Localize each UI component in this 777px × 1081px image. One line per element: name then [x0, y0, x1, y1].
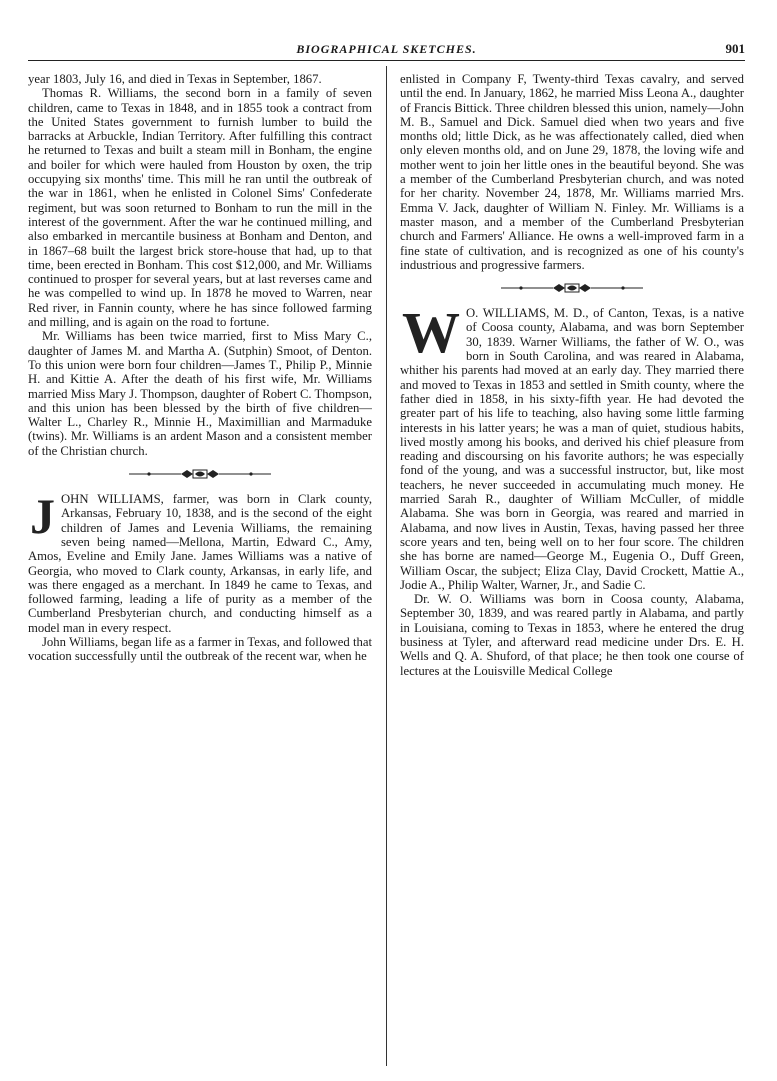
paragraph: enlisted in Company F, Twenty-third Texas cavalry, and served until the end. In January, 1862, he married Miss Leona A., daughter of Francis Bittick. Three children blessed this union, namely—John M. B., Samuel and Dick. Samuel died when two years and five months old; little Dick, as he was affectionately called, died when only eleven months old, and on June 29, 1878, the loving wife and mother went to join her little ones in the beautiful beyond. She was a member of the Cumberland Presbyterian church, and was noted for her charity. November 24, 1878, Mr. Williams married Mrs. Emma V. Jack, daughter of William N. Finley. Mr. Williams is a master mason, and a member of the Cumberland Presbyterian church and Farmers' Alliance. He owns a well-improved farm in a fine state of cultivation, and is recognized as one of his county's industrious and progressive farmers.	[400, 72, 744, 272]
paragraph: Dr. W. O. Williams was born in Coosa county, Alabama, September 30, 1839, and was reared partly in Alabama, and partly in Louisiana, coming to Texas in 1853, where he entered the drug business at Tyler, and afterward read medicine under Drs. E. H. Wells and Q. A. Shuford, of that place; he then took one course of lectures at the Louisville Medical College	[400, 592, 744, 678]
ornament-icon	[497, 282, 647, 294]
running-head	[28, 40, 745, 61]
paragraph: OHN WILLIAMS, farmer, was born in Clark county, Arkansas, February 10, 1838, and is the second of the eight children of James and Levenia Williams, the remaining seven being named—Mellona, Martin, Edward C., Amy, Amos, Eveline and Emily Jane. James Williams was a native of Georgia, who moved to Clark county, Arkansas, in early life, and was there engaged as a merchant. In 1849 he came to Texas, and followed farming, leading a life of purity as a member of the Cumberland Presbyterian church, and conducting himself as a model man in every respect.	[28, 492, 372, 635]
drop-cap: J	[30, 488, 55, 545]
column-rule	[386, 66, 387, 1066]
left-column	[28, 72, 372, 1062]
entry-john-williams	[28, 488, 372, 664]
running-title: BIOGRAPHICAL SKETCHES.	[296, 42, 477, 56]
right-column	[400, 72, 744, 1062]
ornament-divider	[28, 468, 372, 480]
ornament-divider	[400, 282, 744, 294]
ornament-icon	[125, 468, 275, 480]
page-number: 901	[725, 41, 745, 56]
paragraph: year 1803, July 16, and died in Texas in September, 1867.	[28, 72, 322, 86]
paragraph: John Williams, began life as a farmer in Texas, and followed that vocation successfully until the outbreak of the recent war, when he	[28, 634, 372, 664]
paragraph: O. WILLIAMS, M. D., of Canton, Texas, is a native of Coosa county, Alabama, and was born September 30, 1839. Warner Williams, the father of W. O., was born in South Carolina, and was reared in Alabama, whither his parents had moved at an early day. They married there and moved to Texas in 1853 and settled in Smith county, where the father died in 1858, in his sixty-fifth year. He had devoted the greater part of his life to teaching, also having some little farming interests in his latter years; he was a man of quiet, studious habits, lived mostly among his books, and derived his chief pleasure from reading and discoursing on his favorite authors; he was especially fond of the young, and was a successful instructor, but, like most teachers, he never succeeded in accumulating much money. He married Sarah R., daughter of William McCuller, of middle Alabama. She was born in Georgia, was reared and married in Alabama, and now lives in Austin, Texas, having passed her three score years and ten, being well on to her four score. The children she has borne are named—George M., Eugenia O., Duff Green, William Oscar, the subject; Eliza Clay, David Crockett, Mattie A., Jodie A., Philip Walter, Warner, Jr., and Sadie C.	[400, 306, 744, 592]
paragraph: Mr. Williams has been twice married, first to Miss Mary C., daughter of James M. and Martha A. (Sutphin) Smoot, of Denton. To this union were born four children—James T., Philip P., Minnie H. and Kittie A. After the death of his first wife, Mr. Williams married Miss Mary J. Thompson, daughter of Robert C. Thompson, and this union has been blessed by the birth of five children—Walter L., Charley R., Minnie H., Maximillian and Marmaduke (twins). Mr. Williams is an ardent Mason and a consistent member of the Christian church.	[28, 329, 372, 458]
drop-cap: W	[402, 300, 460, 366]
entry-wo-williams	[400, 300, 744, 678]
paragraph: Thomas R. Williams, the second born in a family of seven children, came to Texas in 1848, and in 1855 took a contract from the United States government to furnish lumber to build the barracks at Arbuckle, Indian Territory. After fulfilling this contract he returned to Texas and built a steam mill in Bonham, the engine and boiler for which were hauled from Houston by oxen, the trip occupying six months' time. This mill he ran until the outbreak of the war in 1861, when he enlisted in Colonel Sims' Confederate regiment, but was soon returned to Bonham to run the mill in the interest of the government. After the war he continued milling, and also embarked in mercantile business at Bonham and Denton, and in 1867–68 built the largest brick store-house that had, up to that time, been erected in Bonham. This cost $12,000, and Mr. Williams continued to prosper for several years, but at last reverses came and he was compelled to wind up. In 1878 he moved to Warren, near Red river, in Fannin county, where he has since followed farming and milling, and is again on the road to fortune.	[28, 86, 372, 330]
